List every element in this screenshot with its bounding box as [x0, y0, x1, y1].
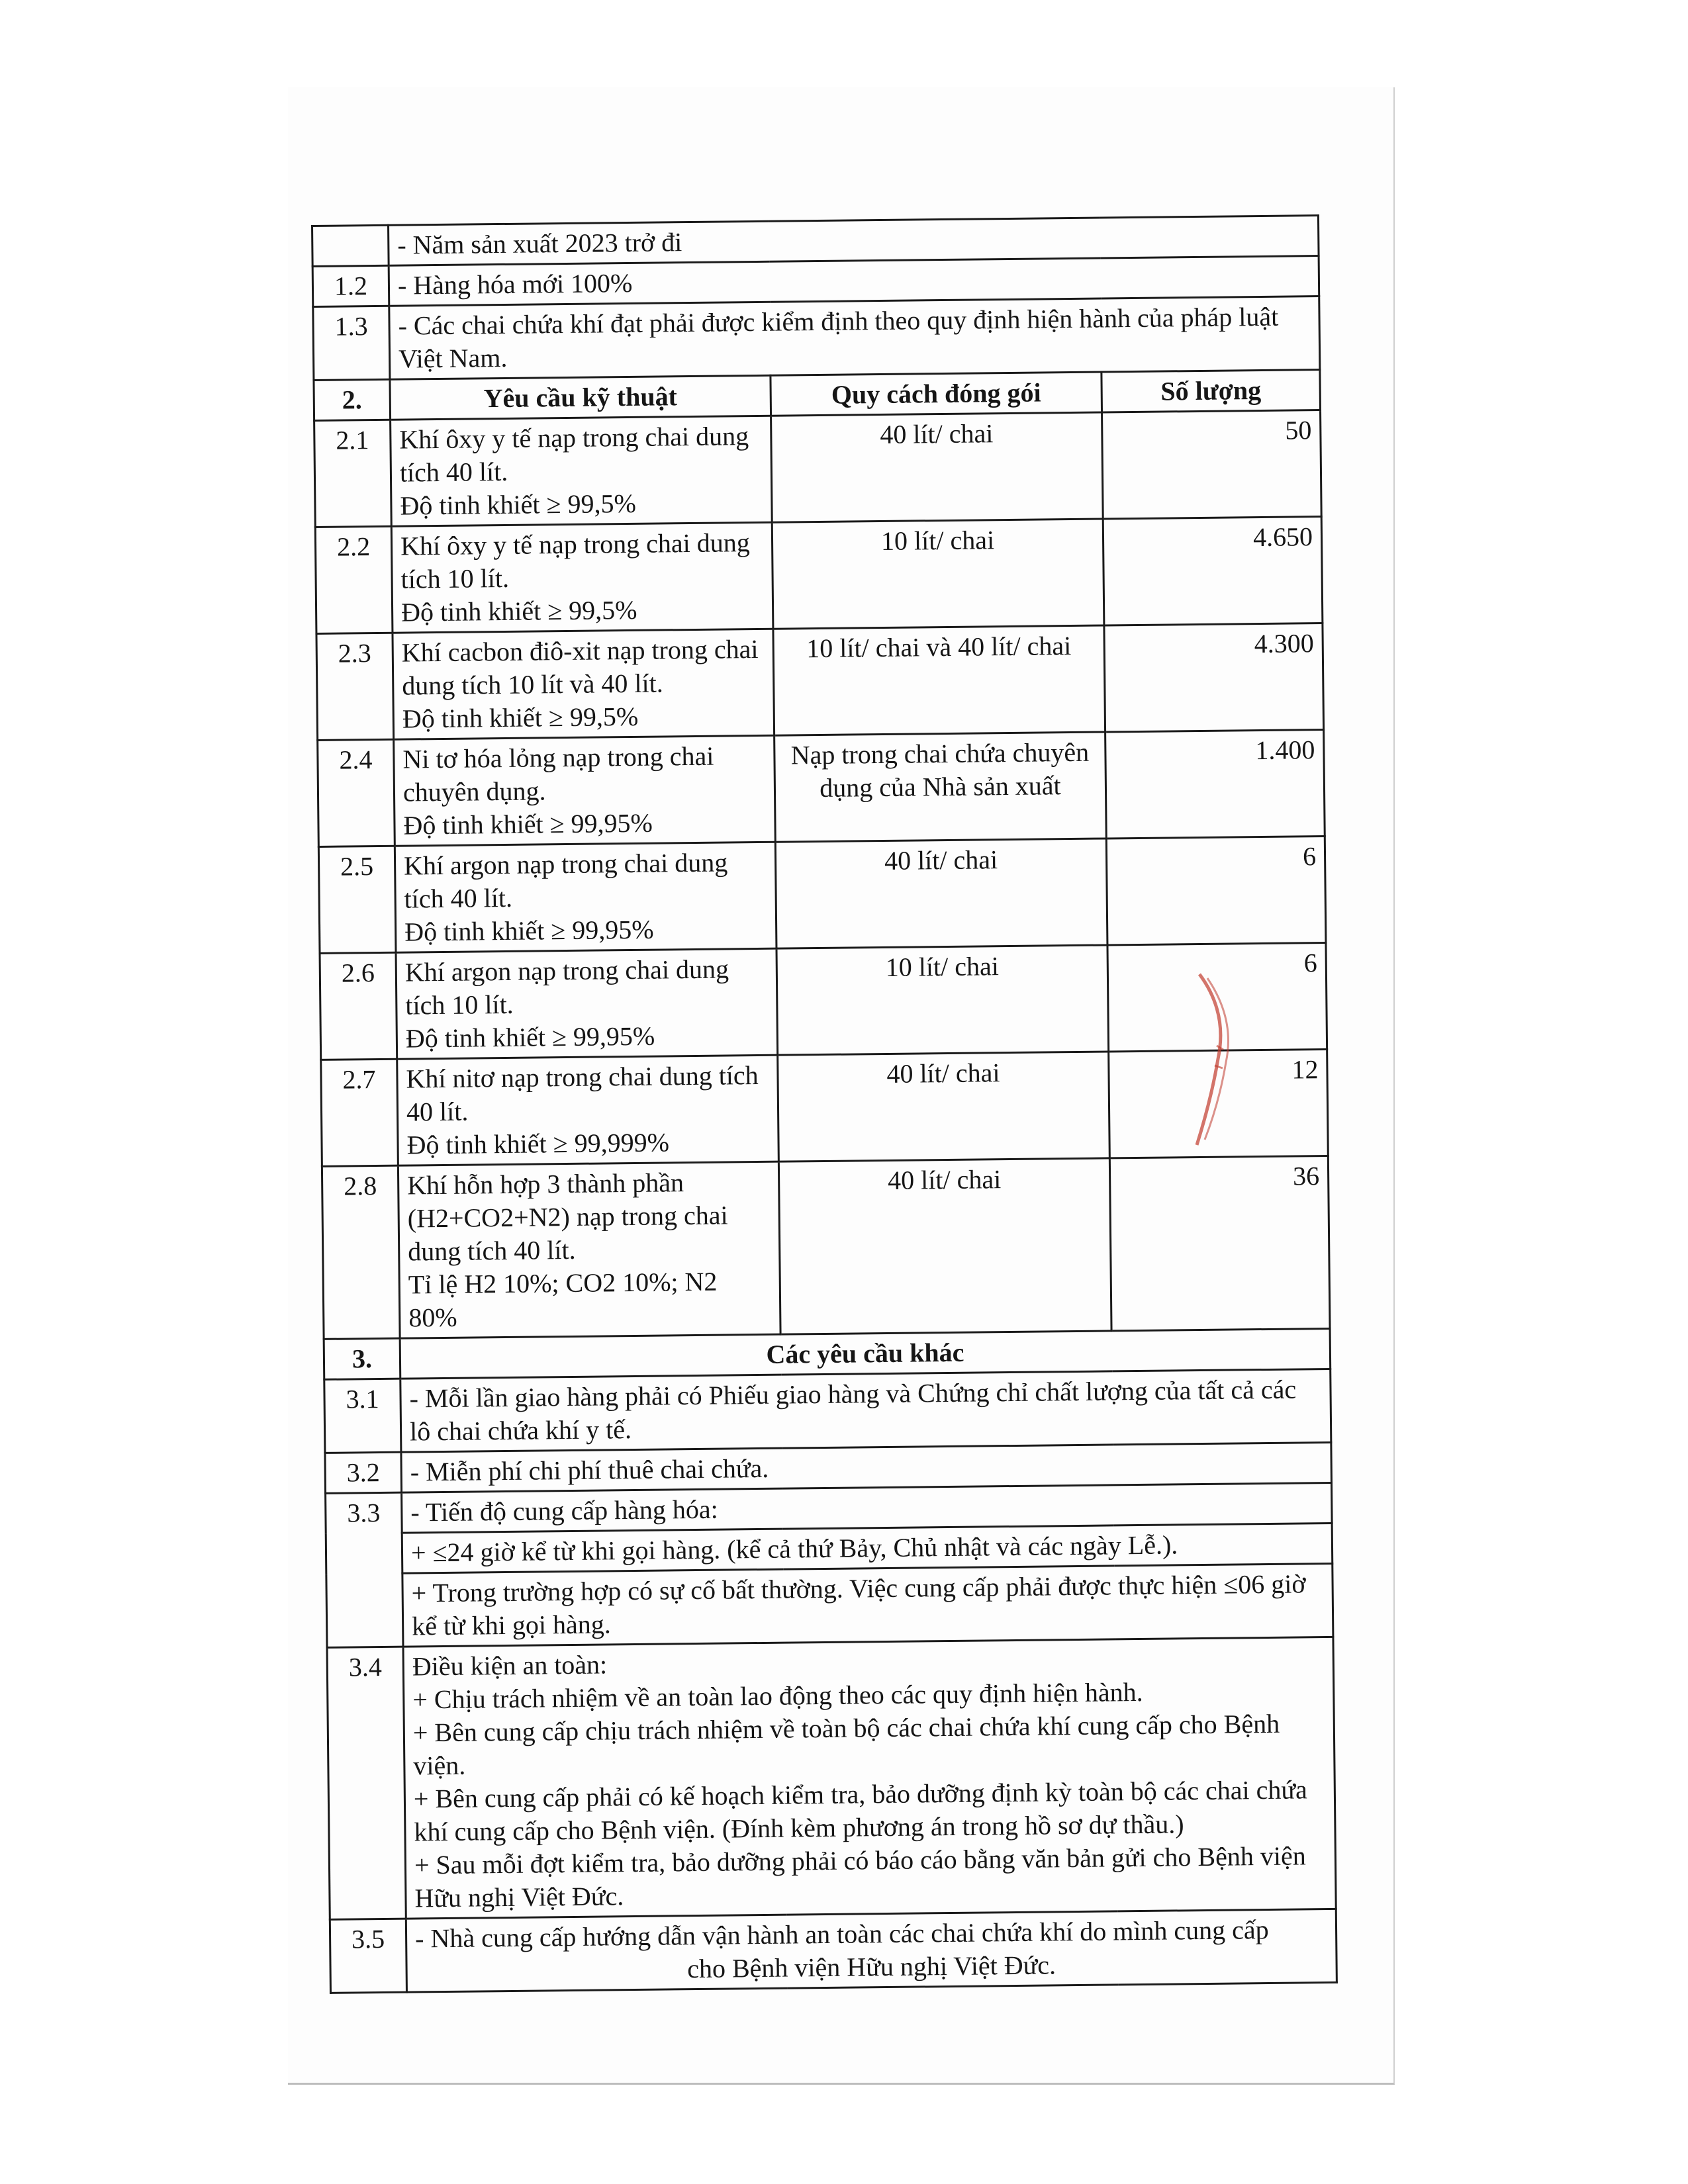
packing-spec: 40 lít/ chai [778, 1158, 1111, 1334]
row-number: 3.3 [326, 1492, 403, 1647]
requirement-text: Điều kiện an toàn: [412, 1649, 608, 1682]
packing-spec: 10 lít/ chai và 40 lít/ chai [773, 625, 1105, 735]
table-row [315, 517, 1323, 634]
row-number-cell [312, 225, 389, 266]
section-number: 2. [314, 379, 391, 420]
packing-spec: 10 lít/ chai [776, 945, 1109, 1055]
row-number: 2.4 [318, 739, 395, 846]
table-row [322, 1156, 1330, 1339]
row-number: 2.5 [318, 846, 396, 953]
quantity: 6 [1107, 943, 1327, 1052]
quantity: 4.650 [1103, 517, 1323, 625]
description-line: Độ tinh khiết ≥ 99,5% [402, 701, 639, 734]
description-line: Độ tinh khiết ≥ 99,95% [404, 914, 654, 947]
description-line: Độ tinh khiết ≥ 99,95% [405, 1021, 655, 1054]
description-line: Độ tinh khiết ≥ 99,999% [406, 1127, 670, 1160]
column-header-packing: Quy cách đóng gói [771, 372, 1102, 416]
description-line: tích 40 lít. [399, 456, 508, 488]
packing-spec: 40 lít/ chai [775, 839, 1107, 948]
table-row [330, 1909, 1336, 1993]
description-line: Khí nitơ nạp trong chai dung tích [406, 1060, 759, 1094]
table-row [327, 1637, 1336, 1919]
packing-spec: 40 lít/ chai [771, 412, 1103, 522]
row-number: 2.1 [314, 420, 392, 527]
column-header-requirement: Yêu cầu kỹ thuật [390, 375, 771, 420]
table-row [318, 730, 1325, 847]
packing-spec: 10 lít/ chai [772, 519, 1104, 629]
requirement-text: - Mỗi lần giao hàng phải có Phiếu giao hàng và Chứng chỉ chất lượng của tất cả các lô chai chứa khí y tế. [400, 1369, 1331, 1452]
row-number: 2.8 [322, 1165, 400, 1339]
description-line: Khí ôxy y tế nạp trong chai dung [399, 421, 749, 455]
gas-description [391, 416, 773, 526]
quantity: 12 [1109, 1049, 1329, 1158]
text-line: - Nhà cung cấp hướng dẫn vận hành an toàn các chai chứa khí do mình cung cấp [414, 1914, 1269, 1954]
table-row [318, 837, 1326, 954]
description-line: Tỉ lệ H2 10%; CO2 10%; N2 [408, 1266, 718, 1300]
description-line: Độ tinh khiết ≥ 99,5% [400, 594, 637, 627]
requirement-text: - Năm sản xuất 2023 trở đi [389, 216, 1319, 266]
requirement-text: + Bên cung cấp phải có kế hoạch kiểm tra, bảo dưỡng định kỳ toàn bộ các chai chứa khí cung cấp cho Bệnh viện. (Đính kèm phương án trong hồ sơ dự thầu.) [413, 1774, 1308, 1847]
description-line: 80% [408, 1302, 457, 1333]
description-line: Khí argon nạp trong chai dung [403, 847, 728, 881]
section-title: Các yêu cầu khác [400, 1328, 1331, 1379]
packing-spec: 40 lít/ chai [778, 1052, 1110, 1161]
quantity: 50 [1102, 410, 1322, 519]
table-row [326, 1563, 1333, 1647]
section-number: 3. [324, 1338, 400, 1379]
specification-table [311, 214, 1338, 1994]
description-line: 40 lít. [406, 1096, 469, 1127]
table-row [313, 296, 1320, 381]
description-line: Khí cacbon điô-xit nạp trong chai [401, 633, 759, 668]
description-line: Khí ôxy y tế nạp trong chai dung [400, 527, 750, 561]
quantity: 6 [1106, 837, 1326, 945]
requirement-text: - Hàng hóa mới 100% [389, 256, 1319, 306]
table-row [314, 410, 1322, 527]
description-line: (H2+CO2+N2) nạp trong chai [407, 1200, 728, 1234]
quantity: 1.400 [1105, 730, 1325, 839]
row-number: 1.3 [313, 306, 390, 380]
gas-description [395, 842, 776, 952]
description-line: chuyên dụng. [402, 776, 546, 807]
packing-spec: Nạp trong chai chứa chuyên dụng của Nhà sản xuất [774, 732, 1107, 842]
description-line: dung tích 40 lít. [408, 1234, 576, 1267]
row-number: 3.5 [330, 1919, 406, 1993]
gas-description [393, 629, 774, 739]
gas-description [397, 1055, 779, 1165]
column-header-quantity: Số lượng [1102, 370, 1321, 412]
gas-description [394, 735, 776, 846]
requirement-text: + Sau mỗi đợt kiểm tra, bảo dưỡng phải có báo cáo bằng văn bản gửi cho Bệnh viện Hữu nghị Việt Đức. [414, 1841, 1306, 1913]
gas-description [391, 522, 773, 633]
requirement-text: + Chịu trách nhiệm về an toàn lao động theo các quy định hiện hành. [412, 1676, 1143, 1715]
description-line: Khí argon nạp trong chai dung [404, 954, 729, 987]
table-row [321, 1049, 1329, 1166]
text-line: cho Bệnh viện Hữu nghị Việt Đức. [686, 1950, 1056, 1984]
requirement-text: - Miễn phí chi phí thuê chai chứa. [401, 1442, 1332, 1492]
description-line: Độ tinh khiết ≥ 99,95% [403, 807, 653, 841]
safety-conditions [403, 1637, 1336, 1919]
gas-description [396, 948, 778, 1059]
row-number: 3.4 [327, 1647, 406, 1919]
quantity: 36 [1109, 1156, 1330, 1330]
row-number: 2.2 [315, 526, 393, 633]
description-line: tích 10 lít. [405, 989, 514, 1021]
row-number: 3.1 [324, 1379, 401, 1453]
description-line: Khí hỗn hợp 3 thành phần [406, 1167, 684, 1201]
row-number: 3.2 [325, 1452, 402, 1493]
row-number: 1.2 [312, 265, 389, 306]
requirement-text: + Bên cung cấp chịu trách nhiệm về toàn bộ các chai chứa khí cung cấp cho Bệnh viện. [412, 1708, 1280, 1781]
requirement-text: + ≤24 giờ kể từ khi gọi hàng. (kể cả thứ Bảy, Chủ nhật và các ngày Lễ.). [402, 1523, 1333, 1573]
row-number: 2.6 [320, 952, 397, 1060]
requirement-text: - Tiến độ cung cấp hàng hóa: [402, 1482, 1333, 1533]
table-row [320, 943, 1327, 1060]
description-line: tích 40 lít. [404, 882, 513, 914]
description-line: Ni tơ hóa lỏng nạp trong chai [402, 741, 714, 774]
row-number: 2.7 [321, 1059, 399, 1166]
requirement-text: - Các chai chứa khí đạt phải được kiểm định theo quy định hiện hành của pháp luật Việt Nam. [389, 296, 1320, 380]
quantity: 4.300 [1104, 623, 1324, 732]
description-line: tích 10 lít. [400, 563, 510, 594]
row-number: 2.3 [316, 633, 394, 740]
requirement-text [406, 1909, 1336, 1992]
red-stamp-fragment [1192, 966, 1238, 1152]
gas-description [398, 1161, 780, 1338]
description-line: dung tích 10 lít và 40 lít. [402, 668, 663, 701]
table-row [324, 1369, 1331, 1453]
description-line: Độ tinh khiết ≥ 99,5% [400, 488, 637, 521]
table-row [316, 623, 1324, 741]
requirement-text: + Trong trường hợp có sự cố bất thường. Việc cung cấp phải được thực hiện ≤06 giờ kể từ khi gọi hàng. [402, 1563, 1333, 1647]
